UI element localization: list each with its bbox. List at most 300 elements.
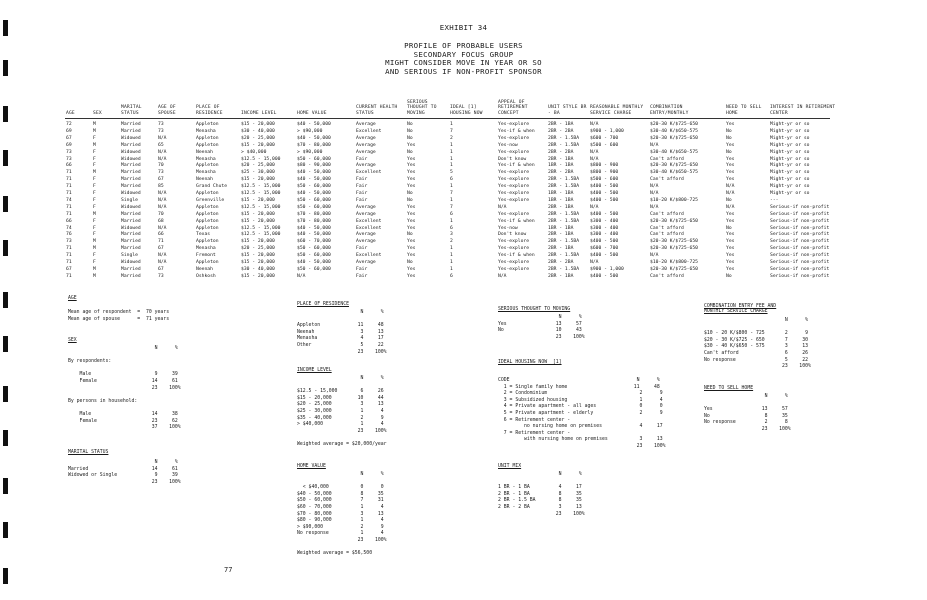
- table-cell: F: [93, 184, 96, 190]
- binder-hole: [3, 386, 8, 402]
- table-cell: 1: [450, 218, 453, 224]
- table-cell: $12.5 - 15,000: [241, 225, 281, 231]
- table-cell: F: [93, 149, 96, 155]
- table-cell: Yes-explore: [498, 246, 530, 252]
- table-cell: 65: [158, 142, 164, 148]
- table-cell: F: [93, 191, 96, 196]
- table-cell: $50 - 60,000: [297, 197, 331, 203]
- sex-section-title: SEX: [68, 338, 77, 343]
- table-cell: N/A: [650, 191, 659, 196]
- table-cell: Married: [121, 177, 141, 183]
- table-cell: $30-40 K/$650-575: [650, 128, 698, 134]
- table-cell: Average: [356, 149, 376, 155]
- table-cell: 2BR - 1BA: [548, 204, 574, 210]
- page-number: 77: [224, 566, 233, 574]
- table-cell: Fair: [356, 246, 368, 252]
- table-cell: Yes-if & when: [498, 163, 535, 169]
- table-cell: 2BR - 2BA: [548, 260, 574, 265]
- table-cell: 1: [450, 197, 453, 203]
- binder-hole: [3, 292, 8, 308]
- table-cell: 2BR - 1BA: [548, 246, 574, 252]
- table-cell: N/A: [158, 204, 167, 210]
- table-cell: No: [407, 232, 413, 238]
- table-cell: $12.5 - 15,000: [241, 204, 281, 210]
- table-cell: $400 - 500: [590, 211, 619, 217]
- table-cell: Single: [121, 253, 138, 259]
- table-cell: Married: [121, 184, 141, 190]
- table-cell: 2BR - 1BA: [548, 232, 574, 238]
- table-cell: $40 - 50,000: [297, 177, 331, 183]
- table-cell: 7: [450, 128, 453, 134]
- binder-hole: [3, 336, 8, 352]
- table-cell: $20-30 K/$725-650: [650, 266, 698, 272]
- table-cell: Average: [356, 239, 376, 245]
- table-cell: $15 - 20,000: [241, 211, 275, 217]
- table-cell: 68: [158, 218, 164, 224]
- table-cell: Appleton: [196, 142, 219, 148]
- age-section-body: Mean age of respondent = 70 years Mean age of spouse = 71 years: [68, 310, 170, 322]
- table-cell: $15 - 20,000: [241, 142, 275, 148]
- table-cell: No: [407, 260, 413, 265]
- table-cell: Appleton: [196, 191, 219, 196]
- table-cell: Serious-if non-profit: [770, 260, 830, 265]
- table-cell: 1BR - 1BA: [548, 197, 574, 203]
- table-cell: 2BR - 2BA: [548, 128, 574, 134]
- column-header-current-health-status: CURRENT HEALTH STATUS: [356, 105, 398, 116]
- table-cell: Yes: [407, 204, 416, 210]
- table-cell: N/A: [158, 253, 167, 259]
- ideal-housing-section-title: IDEAL HOUSING NOW [1]: [498, 360, 562, 365]
- table-cell: N/A: [590, 260, 599, 265]
- table-cell: $12.5 - 15,000: [241, 191, 281, 196]
- table-cell: Average: [356, 122, 376, 127]
- table-cell: Grand Chute: [196, 184, 228, 190]
- table-cell: Fair: [356, 273, 368, 279]
- table-cell: > $40,000: [241, 149, 267, 155]
- table-cell: Yes-explore: [498, 266, 530, 272]
- table-cell: No: [407, 135, 413, 141]
- table-cell: 76: [66, 232, 72, 238]
- table-cell: No: [726, 273, 732, 279]
- table-cell: Yes-explore: [498, 184, 530, 190]
- table-cell: Yes: [407, 156, 416, 162]
- table-cell: $40 - 50,000: [297, 225, 331, 231]
- table-cell: Serious-if non-profit: [770, 204, 830, 210]
- table-cell: $70 - 80,000: [297, 142, 331, 148]
- table-cell: Yes: [407, 142, 416, 148]
- table-cell: Don't know: [498, 156, 527, 162]
- table-cell: F: [93, 177, 96, 183]
- table-cell: N/A: [498, 204, 507, 210]
- table-cell: $40 - 50,000: [297, 260, 331, 265]
- column-header-age-of-spouse: AGE OF SPOUSE: [158, 105, 176, 116]
- binder-hole: [3, 150, 8, 166]
- table-cell: Widowed: [121, 260, 141, 265]
- table-cell: 71: [66, 184, 72, 190]
- table-cell: Serious-if non-profit: [770, 273, 830, 279]
- table-cell: Yes: [726, 156, 735, 162]
- table-cell: N/A: [726, 184, 735, 190]
- title-line-3: MIGHT CONSIDER MOVE IN YEAR OR SO: [385, 58, 542, 68]
- table-cell: 67: [158, 266, 164, 272]
- table-cell: 1: [450, 246, 453, 252]
- table-cell: N/A: [650, 204, 659, 210]
- table-cell: 7: [450, 191, 453, 196]
- table-cell: $800 - 900: [590, 163, 619, 169]
- table-cell: > $90,000: [297, 149, 323, 155]
- table-cell: 66: [66, 163, 72, 169]
- table-cell: $600 - 700: [590, 135, 619, 141]
- table-cell: 1: [450, 149, 453, 155]
- ideal-housing-section-body: CODE N % 1 = Single family home 11 48 2 = Condominium 2 9 3 = Subsidized housing 1 4 4 = Private apartment - all ages 0 0 5 = Private apartment - elderly 2 9 6 = Retirement center - no nursing home on premises 4 17 7 = Retirement center - with nursing home on premises 3 13 23 100%: [498, 378, 666, 449]
- table-cell: No: [726, 128, 732, 134]
- table-cell: $30-40 K/$650-575: [650, 149, 698, 155]
- binder-hole: [3, 196, 8, 212]
- table-cell: Serious-if non-profit: [770, 253, 830, 259]
- table-cell: $25 - 30,000: [241, 170, 275, 176]
- marital-section-body: N % Married 14 61 Widowed or Single 9 39 23 100%: [68, 460, 181, 485]
- residence-section-body: N % Appleton 11 48 Neenah 3 13 Menasha 4 17 Other 5 22 23 100%: [297, 310, 387, 355]
- table-cell: Yes-if & when: [498, 128, 535, 134]
- column-header-need-to-sell-home: NEED TO SELL HOME: [726, 105, 762, 116]
- combination-section-body: N % $10 - 20 K/$800 - 725 2 9 $20 - 30 K/$725 - 650 7 30 $30 - 40 K/$650 - 575 3 13 Can't afford 6 26 No response 5 22 23 100%: [704, 318, 811, 370]
- table-cell: $900 - 1,000: [590, 266, 624, 272]
- table-cell: No: [407, 149, 413, 155]
- table-cell: Widowed: [121, 225, 141, 231]
- table-cell: M: [93, 246, 96, 252]
- table-cell: 67: [158, 246, 164, 252]
- table-cell: Yes-explore: [498, 191, 530, 196]
- table-cell: Might-yr or so: [770, 177, 810, 183]
- table-cell: Married: [121, 170, 141, 176]
- binder-hole: [3, 240, 8, 256]
- table-cell: 72: [66, 122, 72, 127]
- table-cell: No: [726, 149, 732, 155]
- column-header-serious-thought-to-moving: SERIOUS THOUGHT TO MOVING: [407, 99, 437, 116]
- table-cell: F: [93, 225, 96, 231]
- table-cell: Yes: [726, 142, 735, 148]
- table-cell: Married: [121, 218, 141, 224]
- table-cell: $20 - 25,000: [241, 246, 275, 252]
- column-header-income-level: INCOME LEVEL: [241, 110, 277, 116]
- table-cell: No: [726, 135, 732, 141]
- table-cell: M: [93, 273, 96, 279]
- table-cell: Yes: [726, 170, 735, 176]
- table-cell: 71: [66, 273, 72, 279]
- table-cell: Menasha: [196, 128, 216, 134]
- table-cell: 6: [450, 273, 453, 279]
- table-cell: Can't afford: [650, 211, 684, 217]
- table-cell: Serious-if non-profit: [770, 232, 830, 238]
- table-cell: $400 - 500: [590, 197, 619, 203]
- table-cell: $15 - 20,000: [241, 177, 275, 183]
- table-cell: Appleton: [196, 204, 219, 210]
- table-cell: 6: [450, 211, 453, 217]
- table-cell: $12.5 - 15,000: [241, 156, 281, 162]
- table-cell: 2BR - 1.5BA: [548, 211, 580, 217]
- title-line-4: AND SERIOUS IF NON-PROFIT SPONSOR: [385, 66, 542, 76]
- table-cell: N/A: [726, 191, 735, 196]
- table-cell: 2BR - 1.5BA: [548, 218, 580, 224]
- unit-mix-section-title: UNIT MIX: [498, 464, 522, 469]
- table-cell: Yes: [726, 232, 735, 238]
- table-cell: F: [93, 204, 96, 210]
- table-cell: 67: [66, 135, 72, 141]
- table-cell: 1: [450, 184, 453, 190]
- table-cell: 73: [158, 128, 164, 134]
- table-cell: Yes: [407, 266, 416, 272]
- table-cell: 74: [66, 197, 72, 203]
- table-cell: Appleton: [196, 225, 219, 231]
- table-cell: F: [93, 232, 96, 238]
- table-cell: Widowed: [121, 149, 141, 155]
- table-cell: Don't know: [498, 232, 527, 238]
- table-cell: F: [93, 253, 96, 259]
- column-header-marital-status: MARITAL STATUS: [121, 105, 142, 116]
- table-cell: 85: [158, 184, 164, 190]
- table-cell: Average: [356, 135, 376, 141]
- binder-hole: [3, 430, 8, 446]
- table-cell: Married: [121, 142, 141, 148]
- table-cell: No: [726, 197, 732, 203]
- table-cell: $40 - 50,000: [297, 135, 331, 141]
- table-cell: 73: [158, 273, 164, 279]
- table-cell: N/A: [498, 273, 507, 279]
- table-cell: 7: [450, 204, 453, 210]
- serious-section-body: N % Yes 13 57 No 10 43 23 100%: [498, 315, 585, 340]
- table-cell: 1: [450, 142, 453, 148]
- table-cell: 5: [450, 170, 453, 176]
- table-cell: 71: [158, 239, 164, 245]
- table-cell: Might-yr or so: [770, 135, 810, 141]
- table-cell: Married: [121, 122, 141, 127]
- table-cell: M: [93, 170, 96, 176]
- table-cell: $20-30 K/$725-650: [650, 135, 698, 141]
- need-sell-section-title: NEED TO SELL HOME: [704, 386, 754, 391]
- table-cell: Yes-explore: [498, 260, 530, 265]
- table-cell: Yes-explore: [498, 170, 530, 176]
- table-cell: No: [407, 197, 413, 203]
- table-cell: No: [726, 225, 732, 231]
- table-cell: M: [93, 239, 96, 245]
- table-cell: $30 - 40,000: [241, 128, 275, 134]
- table-cell: Average: [356, 204, 376, 210]
- table-cell: $15 - 20,000: [241, 253, 275, 259]
- table-cell: Widowed: [121, 156, 141, 162]
- table-cell: N/A: [590, 122, 599, 127]
- table-cell: $30 - 40,000: [241, 266, 275, 272]
- need-sell-section-body: N % Yes 13 57 No 8 35 No response 2 8 23 100%: [704, 394, 791, 432]
- table-cell: Appleton: [196, 135, 219, 141]
- table-cell: Serious-if non-profit: [770, 218, 830, 224]
- table-cell: Excellent: [356, 253, 382, 259]
- table-cell: $12.5 - 15,000: [241, 232, 281, 238]
- table-cell: 2BR - 1.5BA: [548, 142, 580, 148]
- table-cell: Can't afford: [650, 232, 684, 238]
- table-cell: Greenville: [196, 197, 225, 203]
- table-cell: Appleton: [196, 122, 219, 127]
- table-cell: 66: [158, 232, 164, 238]
- table-cell: 1: [450, 253, 453, 259]
- table-cell: $70 - 80,000: [297, 211, 331, 217]
- table-cell: > $90,000: [297, 128, 323, 134]
- table-cell: Can't afford: [650, 225, 684, 231]
- table-cell: Fair: [356, 156, 368, 162]
- table-cell: Married: [121, 211, 141, 217]
- table-cell: $15 - 20,000: [241, 197, 275, 203]
- table-cell: Married: [121, 266, 141, 272]
- table-cell: 2BR - 1.5BA: [548, 177, 580, 183]
- table-cell: Excellent: [356, 225, 382, 231]
- table-cell: Yes-explore: [498, 177, 530, 183]
- table-cell: 1: [450, 122, 453, 127]
- table-cell: 73: [158, 122, 164, 127]
- exhibit-label: EXHIBIT 34: [439, 23, 488, 32]
- table-cell: 2BR - 1.5BA: [548, 253, 580, 259]
- table-cell: Menasha: [196, 246, 216, 252]
- table-cell: Yes: [726, 266, 735, 272]
- table-cell: Married: [121, 246, 141, 252]
- table-cell: Widowed: [121, 204, 141, 210]
- table-cell: $12.5 - 15,000: [241, 184, 281, 190]
- column-header-unit-style-br-ba: UNIT STYLE BR - BA: [548, 105, 587, 116]
- table-cell: Average: [356, 163, 376, 169]
- table-cell: ---: [770, 197, 779, 203]
- table-cell: Menasha: [196, 156, 216, 162]
- table-cell: Excellent: [356, 170, 382, 176]
- table-cell: Fair: [356, 177, 368, 183]
- table-cell: Married: [121, 273, 141, 279]
- table-cell: Texas: [196, 232, 211, 238]
- table-cell: Excellent: [356, 218, 382, 224]
- table-cell: Average: [356, 211, 376, 217]
- table-cell: Fair: [356, 191, 368, 196]
- table-cell: Serious-if non-profit: [770, 211, 830, 217]
- table-cell: Married: [121, 232, 141, 238]
- table-cell: 71: [66, 260, 72, 265]
- table-cell: N/A: [158, 197, 167, 203]
- table-cell: $40 - 50,000: [297, 191, 331, 196]
- table-cell: 2BR - 1.5BA: [548, 184, 580, 190]
- table-cell: 1BR - 1BA: [548, 163, 574, 169]
- table-cell: F: [93, 156, 96, 162]
- table-cell: Yes: [407, 211, 416, 217]
- marital-section-title: MARITAL STATUS: [68, 450, 109, 455]
- table-cell: M: [93, 122, 96, 127]
- table-cell: Yes-if & when: [498, 218, 535, 224]
- table-cell: 71: [66, 191, 72, 196]
- table-cell: Might-yr or so: [770, 128, 810, 134]
- table-cell: $40 - 50,000: [297, 122, 331, 127]
- table-cell: 67: [158, 177, 164, 183]
- table-cell: $500 - 600: [590, 177, 619, 183]
- table-cell: $10-20 K/$800-725: [650, 197, 698, 203]
- table-cell: Can't afford: [650, 273, 684, 279]
- income-section-title: INCOME LEVEL: [297, 368, 332, 373]
- binder-hole: [3, 522, 8, 538]
- table-cell: N/A: [158, 149, 167, 155]
- table-cell: Single: [121, 197, 138, 203]
- table-cell: No: [407, 191, 413, 196]
- table-cell: Yes-explore: [498, 239, 530, 245]
- table-cell: 73: [158, 170, 164, 176]
- table-cell: 2: [450, 135, 453, 141]
- table-cell: Yes: [407, 163, 416, 169]
- table-cell: Appleton: [196, 239, 219, 245]
- column-header-age: AGE: [66, 110, 75, 116]
- table-cell: 73: [66, 149, 72, 155]
- table-cell: Neenah: [196, 266, 213, 272]
- table-cell: $10-20 K/$800-725: [650, 260, 698, 265]
- table-cell: 1BR - 1BA: [548, 225, 574, 231]
- title-line-2: SECONDARY FOCUS GROUP: [413, 49, 514, 59]
- table-cell: $15 - 20,000: [241, 122, 275, 127]
- table-cell: N/A: [590, 156, 599, 162]
- table-cell: $300 - 400: [590, 218, 619, 224]
- table-cell: Neenah: [196, 149, 213, 155]
- column-header-home-value: HOME VALUE: [297, 110, 327, 116]
- table-cell: N/A: [297, 273, 306, 279]
- table-cell: Yes: [726, 218, 735, 224]
- table-cell: 2: [450, 239, 453, 245]
- table-cell: Yes: [407, 170, 416, 176]
- income-section-body: N % $12.5 - 15,000 6 26 $15 - 20,000 10 44 $20 - 25,000 3 13 $25 - 30,000 1 4 $35 - 40,000 2 9 > $40,000 1 4 23 100% Weighted average = $20,000/year: [297, 376, 387, 447]
- table-cell: Appleton: [196, 218, 219, 224]
- table-cell: $20 - 25,000: [241, 135, 275, 141]
- table-cell: $40 - 50,000: [297, 232, 331, 238]
- table-cell: $15 - 20,000: [241, 239, 275, 245]
- table-cell: Yes: [726, 122, 735, 127]
- table-cell: 2BR - 1.5BA: [548, 266, 580, 272]
- table-cell: N/A: [158, 260, 167, 265]
- table-cell: Might-yr or so: [770, 149, 810, 155]
- table-cell: 2BR - 1BA: [548, 273, 574, 279]
- table-cell: 70: [158, 163, 164, 169]
- table-cell: N/A: [650, 184, 659, 190]
- table-cell: Can't afford: [650, 156, 684, 162]
- table-cell: 71: [66, 253, 72, 259]
- table-cell: $50 - 60,000: [297, 266, 331, 272]
- sex-section-body: N % By respondents: Male 9 39 Female 14 61 23 100% By persons in household: Male 14 38 Female 23 62 37 100%: [68, 346, 181, 431]
- table-cell: 1: [450, 260, 453, 265]
- table-cell: Yes: [726, 246, 735, 252]
- table-cell: Yes: [407, 246, 416, 252]
- table-cell: Yes: [407, 225, 416, 231]
- table-cell: F: [93, 218, 96, 224]
- table-cell: 67: [66, 266, 72, 272]
- table-cell: Married: [121, 163, 141, 169]
- table-cell: Might-yr or so: [770, 184, 810, 190]
- table-cell: $400 - 500: [590, 239, 619, 245]
- table-cell: $300 - 400: [590, 232, 619, 238]
- table-cell: N/A: [650, 253, 659, 259]
- table-cell: Widowed: [121, 135, 141, 141]
- table-cell: Average: [356, 260, 376, 265]
- table-cell: Yes: [407, 239, 416, 245]
- table-cell: $70 - 80,000: [297, 218, 331, 224]
- binder-hole: [3, 106, 8, 122]
- table-cell: 71: [66, 170, 72, 176]
- table-cell: 71: [66, 177, 72, 183]
- table-cell: $50 - 60,000: [297, 253, 331, 259]
- table-cell: Yes: [407, 184, 416, 190]
- table-cell: M: [93, 266, 96, 272]
- column-header-interest-in-retirement-center: INTEREST IN RETIREMENT CENTER: [770, 105, 836, 116]
- table-cell: Married: [121, 239, 141, 245]
- table-cell: $400 - 500: [590, 191, 619, 196]
- table-cell: Neenah: [196, 177, 213, 183]
- table-cell: $20-30 K/$725-650: [650, 163, 698, 169]
